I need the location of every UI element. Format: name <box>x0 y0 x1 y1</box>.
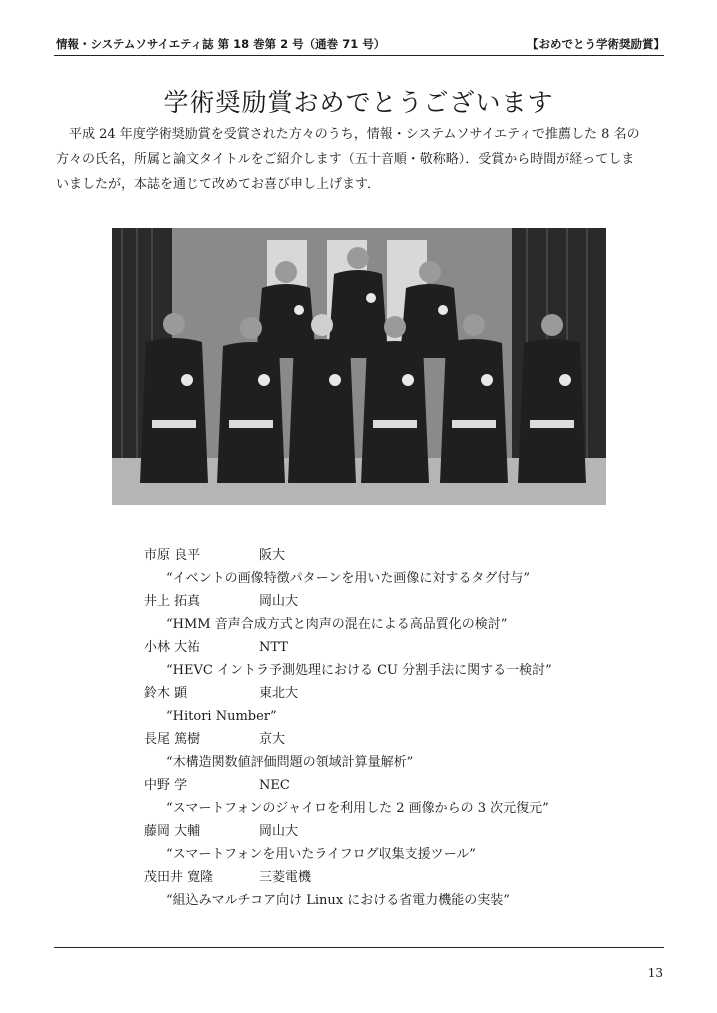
paper-title: “イベントの画像特徴パターンを用いた画像に対するタグ付与” <box>166 571 531 586</box>
awardee-entry <box>144 866 624 912</box>
intro-line: いましたが，本誌を通じて改めてお喜び申し上げます． <box>56 177 380 192</box>
header-rule <box>54 55 664 56</box>
paper-title: “Hitori Number” <box>166 709 277 724</box>
awardee-entry <box>144 820 624 866</box>
paper-title: “木構造関数値評価問題の領域計算量解析” <box>166 755 414 770</box>
paper-title: “組込みマルチコア向け Linux における省電力機能の実装” <box>166 893 510 908</box>
awardee-entry <box>144 636 624 682</box>
awardee-name: 藤岡 大輔 <box>144 824 201 839</box>
awardee-affiliation: 岡山大 <box>259 594 299 609</box>
award-group-photo <box>112 228 606 505</box>
awardee-affiliation: 東北大 <box>259 686 299 701</box>
intro-line: 平成 24 年度学術奨励賞を受賞された方々のうち，情報・システムソサイエティで推薦した 8 名の <box>56 127 640 142</box>
awardee-name: 茂田井 寛隆 <box>144 870 214 885</box>
awardee-name: 小林 大祐 <box>144 640 201 655</box>
paper-title: “スマートフォンのジャイロを利用した 2 画像からの 3 次元復元” <box>166 801 549 816</box>
awardee-entry <box>144 682 624 728</box>
awardee-affiliation: NTT <box>259 640 288 655</box>
awardee-affiliation: 岡山大 <box>259 824 299 839</box>
awardee-name: 鈴木 顕 <box>144 686 188 701</box>
awardee-name: 長尾 篤樹 <box>144 732 201 747</box>
awardee-entry <box>144 728 624 774</box>
paper-title: “HEVC イントラ予測処理における CU 分割手法に関する一検討” <box>166 663 552 678</box>
intro-paragraph <box>56 122 664 197</box>
awardee-affiliation: 三菱電機 <box>259 870 312 885</box>
paper-title: “スマートフォンを用いたライフログ収集支援ツール” <box>166 847 476 862</box>
journal-header: 情報・システムソサイエティ誌 第 18 巻第 2 号（通巻 71 号） <box>56 37 386 51</box>
awardee-affiliation: NEC <box>259 778 290 793</box>
intro-line: 方々の氏名，所属と論文タイトルをご紹介します（五十音順・敬称略）．受賞から時間が経ってしま <box>56 152 635 167</box>
awardee-affiliation: 京大 <box>259 732 286 747</box>
awardee-entry <box>144 774 624 820</box>
awardee-list <box>144 544 624 912</box>
awardee-name: 井上 拓真 <box>144 594 201 609</box>
awardee-entry <box>144 544 624 590</box>
awardee-name: 中野 学 <box>144 778 188 793</box>
footer-rule <box>54 947 664 948</box>
paper-title: “HMM 音声合成方式と肉声の混在による高品質化の検討” <box>166 617 508 632</box>
page-number: 13 <box>647 966 663 980</box>
awardee-name: 市原 良平 <box>144 548 201 563</box>
awardee-entry <box>144 590 624 636</box>
awardee-affiliation: 阪大 <box>259 548 286 563</box>
page-title: 学術奨励賞おめでとうございます <box>163 88 554 117</box>
section-header: 【おめでとう学術奨励賞】 <box>527 37 665 51</box>
